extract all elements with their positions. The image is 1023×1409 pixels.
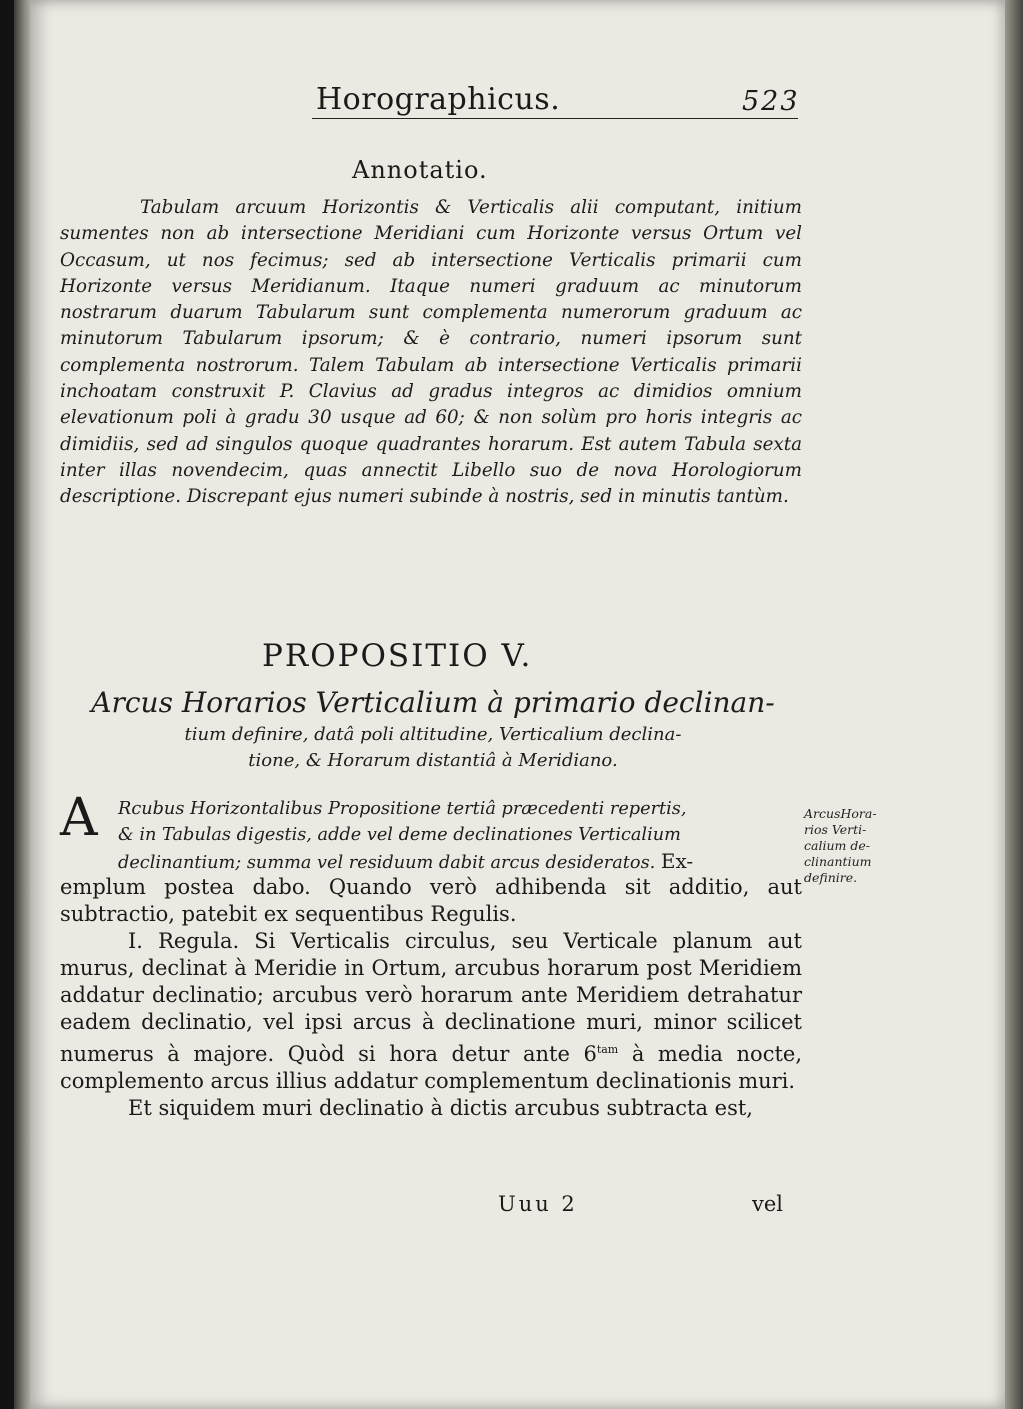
annotation-heading: Annotatio. (352, 156, 488, 184)
marginal-note (804, 806, 896, 886)
subtitle-line-1: Arcus Horarios Verticalium à primario declinan- (91, 686, 775, 719)
regula-1-end: à media nocte, complemento arcus illius addatur complementum declinationis muri. (60, 1042, 803, 1093)
italic-line-3 (118, 848, 802, 876)
proposition-subtitle (62, 684, 804, 774)
marginal-line: calium de- (804, 838, 870, 853)
marginal-line: rios Verti- (804, 822, 867, 837)
regula-1 (60, 928, 802, 1095)
marginal-line: clinantium (804, 854, 872, 869)
subtitle-line-3: tione, & Horarum distantiâ à Meridiano. (248, 750, 618, 771)
running-title: Horographicus. (316, 82, 561, 117)
regula-1-text: I. Regula. Si Verticalis circulus, seu Verticale planum aut murus, declinat à Meridie in Ortum, arcubus horarum post Meridiem addatur declinatio; arcubus verò horarum ante Meridiem detrahatur eadem declinatio, vel ipsi arcus à declinatione muri, minor scilicet numerus à majore. Quòd si hora detur ante 6 (60, 929, 802, 1066)
opening-italic-text (118, 796, 802, 876)
last-paragraph: Et siquidem muri declinatio à dictis arcubus subtracta est, (128, 1096, 753, 1120)
proposition-title: PROPOSITIO V. (262, 638, 533, 674)
marginal-line: definire. (804, 870, 858, 885)
regula-1-superscript: tam (596, 1043, 619, 1056)
italic-line-3-text: declinantium; summa vel residuum dabit arcus desideratos. (118, 853, 656, 873)
italic-line-1: Rcubus Horizontalibus Propositione tertiâ præcedenti repertis, (118, 799, 687, 819)
italic-line-2: & in Tabulas digestis, adde vel deme declinationes Verticalium (118, 825, 681, 845)
header-rule (312, 118, 798, 119)
catchword: vel (752, 1192, 784, 1216)
continuation-word: Ex- (660, 849, 694, 873)
page-edge (1005, 0, 1023, 1409)
paragraph-1-rest: emplum postea dabo. Quando verò adhibenda sit additio, aut subtractio, patebit ex sequentibus Regulis. (60, 875, 802, 926)
signature-mark: Uuu 2 (498, 1192, 578, 1216)
marginal-line: ArcusHora- (804, 806, 877, 821)
annotation-paragraph: Tabulam arcuum Horizontis & Verticalis alii computant, initium sumentes non ab intersectione Meridiani cum Horizonte versus Ortum vel Occasum, ut nos fecimus; sed ab intersectione Verticalis primarii cum Horizonte versus Meridianum. Itaque numeri graduum ac minutorum nostrarum duarum Tabularum sunt complementa numerorum graduum ac minutorum Tabularum ipsorum; & è contrario, numeri ipsorum sunt complementa nostrorum. Talem Tabulam ab intersectione Verticalis primarii inchoatam construxit P. Clavius ad gradus integros ac dimidios omnium elevationum poli à gradu 30 usque ad 60; & non solùm pro horis integris ac dimidiis, sed ad singulos quoque quadrantes horarum. Est autem Tabula sexta inter illas novendecim, quas annectit Libello suo de nova Horologiorum descriptione. Discrepant ejus numeri subinde à nostris, sed in minutis tantùm. (60, 197, 802, 508)
drop-capital: A (60, 788, 98, 848)
annotation-text (60, 195, 802, 511)
main-text (60, 874, 802, 1122)
subtitle-line-2: tium definire, datâ poli altitudine, Verticalium declina- (184, 724, 682, 745)
page-number: 523 (742, 86, 800, 117)
